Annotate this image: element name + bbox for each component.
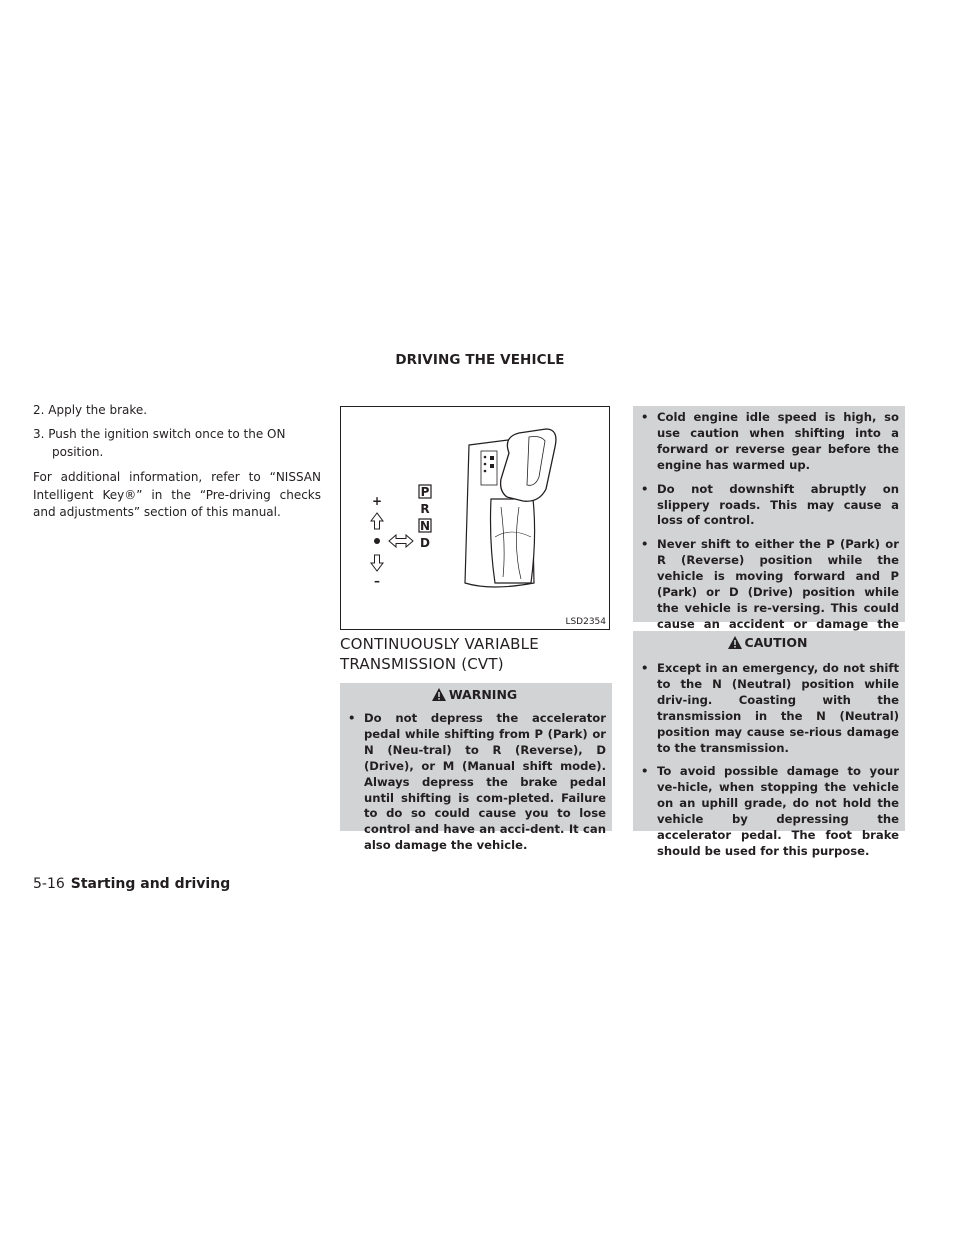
down-arrow-icon [371,555,383,571]
gear-d-label: D [420,536,430,550]
gear-p-label: P [420,485,430,499]
minus-label: – [374,574,380,588]
gear-r-label: R [420,502,430,516]
warning-icon [431,686,447,710]
caution-item: • To avoid possible damage to your ve-hicle, when stopping the vehicle on an uphill grade, do not hold the vehicle by depressing the accelerator pedal. The foot brake should be used for this purpose. [635,764,899,859]
caution-box [633,631,905,858]
step-text: Push the ignition switch once to the ON position. [48,427,286,459]
step-number: 3. [33,427,45,441]
warning-item: • Do not downshift abruptly on slippery roads. This may cause a loss of control. [635,482,899,530]
caution-item: • Except in an emergency, do not shift to the N (Neutral) position while driv-ing. Coasting with the transmission in the N (Neutral) position may cause se-rious damage to the transmission. [635,661,899,756]
up-arrow-icon [371,513,383,529]
warning-item: • Do not depress the accelerator pedal while shifting from P (Park) or N (Neu-tral) to R (Reverse), D (Drive), or M (Manual shift mode). Always depress the brake pedal until shifting is com-pleted. Failure to do so could cause you to lose control and have an acci-dent. It can also damage the vehicle. [342,711,606,854]
step-3 [33,426,340,461]
section-title: CONTINUOUSLY VARIABLE TRANSMISSION (CVT) [340,635,539,673]
warning-title [342,683,606,707]
caution-title [635,631,899,655]
gear-n-label: N [419,519,431,533]
manual-gate-dot-icon [374,538,380,544]
step-text: Apply the brake. [48,403,148,417]
figure-code: LSD2354 [565,617,606,627]
warning-item: • Cold engine idle speed is high, so use caution when shifting into a forward or reverse gear before the engine has warmed up. [635,410,899,474]
footer-section: Starting and driving [70,876,231,892]
plus-label: + [371,494,383,508]
warning-title-text: WARNING [448,687,518,702]
page-number: 5-16 [33,876,65,892]
reference-paragraph: For additional information, refer to “NISSAN Intelligent Key®” in the “Pre-driving checks and adjustments” section of this manual. [33,470,321,519]
step-2 [33,402,340,420]
warning-item: • Never shift to either the P (Park) or R (Reverse) position while the vehicle is moving forward and P (Park) or D (Drive) position while the vehicle is re-versing. This could cause an accident or damage the [635,537,899,648]
caution-title-text: CAUTION [744,635,808,650]
caution-icon [727,634,743,658]
shift-lever-figure [340,406,610,630]
page-header: DRIVING THE VEHICLE [395,352,565,368]
shift-lever-illustration [341,407,609,629]
page-footer [33,876,230,892]
step-number: 2. [33,403,45,417]
warning-continued-box [633,406,905,631]
double-arrow-icon [389,535,413,547]
warning-box [340,683,612,853]
